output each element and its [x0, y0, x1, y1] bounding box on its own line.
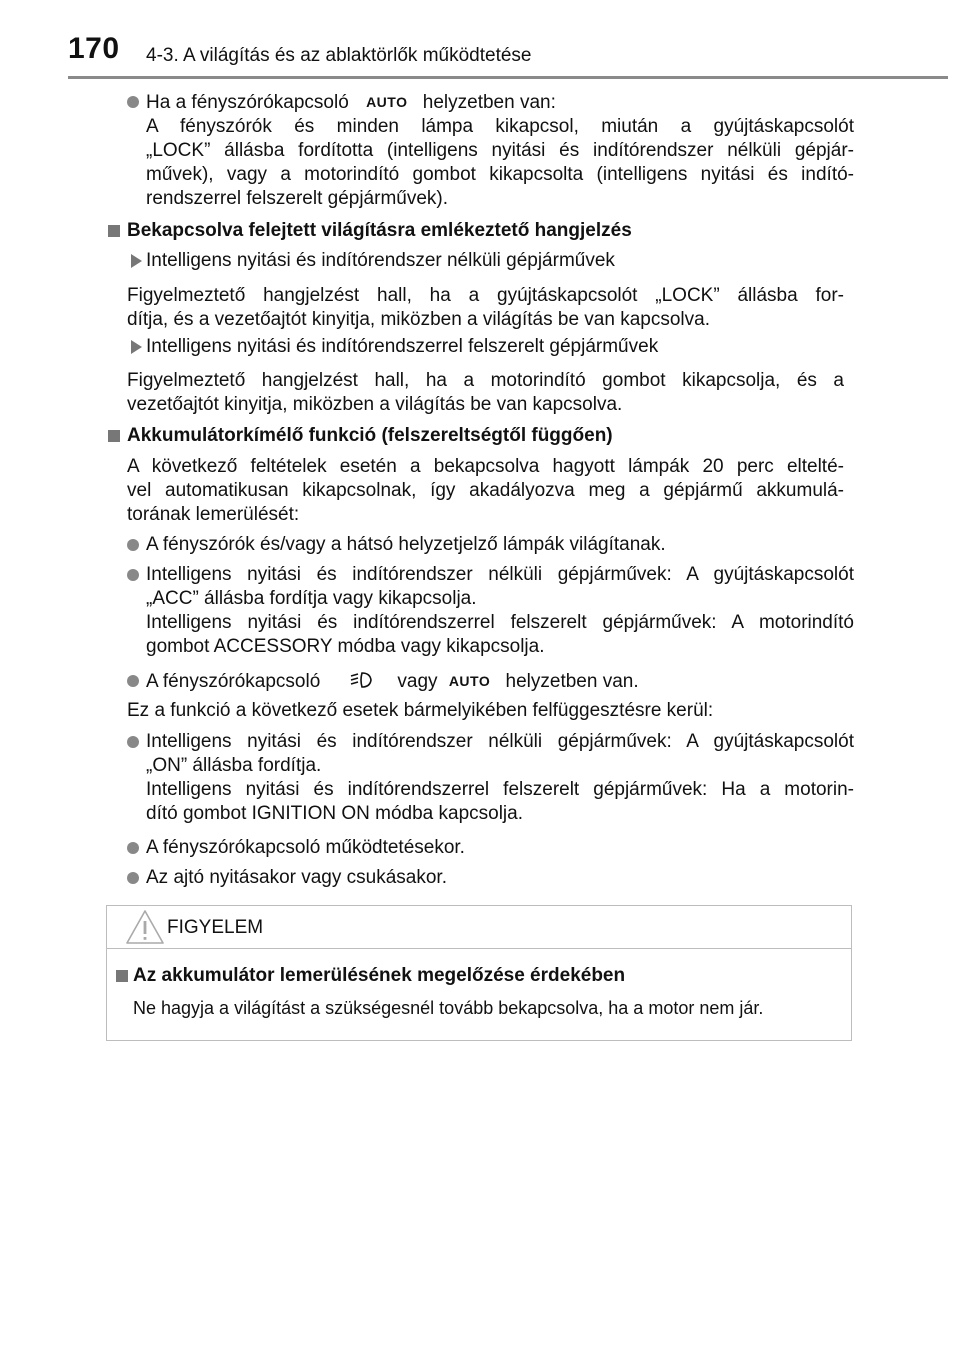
section-marker [116, 970, 128, 982]
bullet-text: Intelligens nyitási és indítórendszerrel felszerelt gépjárművek: A motorindító [146, 612, 854, 633]
bullet-text: vagy [397, 671, 438, 692]
paragraph-line: „LOCK” állásba fordította (intelligens nyitási és indítórendszer nélküli gépjár- [146, 140, 854, 161]
caution-text: Ne hagyja a világítást a szükségesnél tovább bekapcsolva, ha a motor nem jár. [133, 998, 764, 1018]
subheading-no-smart-key: Intelligens nyitási és indítórendszer nélküli gépjárművek [146, 250, 615, 271]
page-number: 170 [68, 32, 120, 65]
paragraph-line: A fényszórók és minden lámpa kikapcsol, miután a gyújtáskapcsolót [146, 116, 854, 137]
paragraph-line: A következő feltételek esetén a bekapcsolva hagyott lámpák 20 perc eltelté- [127, 456, 844, 477]
arrow-marker [131, 254, 142, 268]
subheading-smart-key: Intelligens nyitási és indítórendszerrel felszerelt gépjárművek [146, 336, 659, 357]
bullet-text: A fényszórókapcsoló működtetésekor. [146, 837, 465, 858]
condition-3 [146, 669, 854, 694]
paragraph-line: dítja, és a vezetőajtót kinyitja, miközben a világítás be van kapcsolva. [127, 309, 710, 330]
suspend-condition-2 [146, 836, 854, 860]
bullet-text: Intelligens nyitási és indítórendszer nélküli gépjárművek: A gyújtáskapcsolót [146, 731, 854, 752]
bullet-dot [127, 569, 139, 581]
condition-1 [146, 533, 854, 557]
suspend-sentence [127, 699, 844, 723]
paragraph-line: vezetőajtót kinyitja, miközben a világítás be van kapcsolva. [127, 394, 623, 415]
bullet-dot [127, 539, 139, 551]
header-divider [68, 76, 948, 79]
caution-heading: Az akkumulátor lemerülésének megelőzése érdekében [133, 965, 626, 986]
reminder-paragraph-2 [127, 369, 844, 417]
bullet-dot [127, 736, 139, 748]
bullet-line [146, 669, 854, 694]
bullet-dot [127, 675, 139, 687]
bullet-text: Az ajtó nyitásakor vagy csukásakor. [146, 867, 447, 888]
paragraph-line: Figyelmeztető hangjelzést hall, ha a motorindító gombot kikapcsolja, és a [127, 370, 844, 391]
auto-off-paragraph [146, 90, 854, 211]
bullet-line [146, 90, 854, 115]
arrow-marker [131, 340, 142, 354]
bullet-text-end: helyzetben van: [422, 92, 556, 113]
bullet-text: „ON” állásba fordítja. [146, 755, 322, 776]
paragraph-line: vel automatikusan kikapcsolnak, így akadályozva meg a gépjármű akkumulá- [127, 480, 844, 501]
bullet-text: helyzetben van. [505, 671, 639, 692]
chapter-title: 4-3. A világítás és az ablaktörlők működtetése [146, 45, 532, 66]
bullet-text: Intelligens nyitási és indítórendszerrel felszerelt gépjárművek: Ha a motorin- [146, 779, 854, 800]
bullet-text: A fényszórókapcsoló [146, 671, 321, 692]
bullet-text: gombot ACCESSORY módba vagy kikapcsolja. [146, 636, 545, 657]
caution-header [107, 906, 851, 949]
bullet-text: Ha a fényszórókapcsoló [146, 92, 349, 113]
suspend-condition-3 [146, 866, 854, 890]
auto-icon: AUTO [448, 673, 491, 689]
warning-triangle-icon [125, 909, 165, 945]
reminder-paragraph-1 [127, 284, 844, 332]
bullet-text: A fényszórók és/vagy a hátsó helyzetjelző lámpák világítanak. [146, 534, 666, 555]
condition-2 [146, 563, 854, 659]
caution-box [106, 905, 852, 1041]
page-header [0, 0, 960, 80]
paragraph-line: Ez a funkció a következő esetek bármelyikében felfüggesztésre kerül: [127, 700, 714, 721]
paragraph-line: művek), vagy a motorindító gombot kikapcsolta (intelligens nyitási és indító- [146, 164, 854, 185]
bullet-dot [127, 842, 139, 854]
caution-title: FIGYELEM [167, 917, 264, 938]
reminder-heading: Bekapcsolva felejtett világításra emlékeztető hangjelzés [127, 220, 632, 241]
section-marker [108, 225, 120, 237]
headlight-low-beam-icon [349, 671, 377, 689]
section-marker [108, 430, 120, 442]
paragraph-line: torának lemerülését: [127, 504, 300, 525]
battery-saver-heading: Akkumulátorkímélő funkció (felszereltségtől függően) [127, 425, 613, 446]
bullet-text: Intelligens nyitási és indítórendszer nélküli gépjárművek: A gyújtáskapcsolót [146, 564, 854, 585]
bullet-dot [127, 872, 139, 884]
paragraph-line: rendszerrel felszerelt gépjárművek). [146, 188, 449, 209]
suspend-condition-1 [146, 730, 854, 826]
bullet-text: „ACC” állásba fordítja vagy kikapcsolja. [146, 588, 477, 609]
bullet-dot [127, 96, 139, 108]
paragraph-line: Figyelmeztető hangjelzést hall, ha a gyújtáskapcsolót „LOCK” állásba for- [127, 285, 844, 306]
auto-icon: AUTO [366, 94, 408, 110]
bullet-text: dító gombot IGNITION ON módba kapcsolja. [146, 803, 523, 824]
battery-saver-intro [127, 455, 844, 527]
